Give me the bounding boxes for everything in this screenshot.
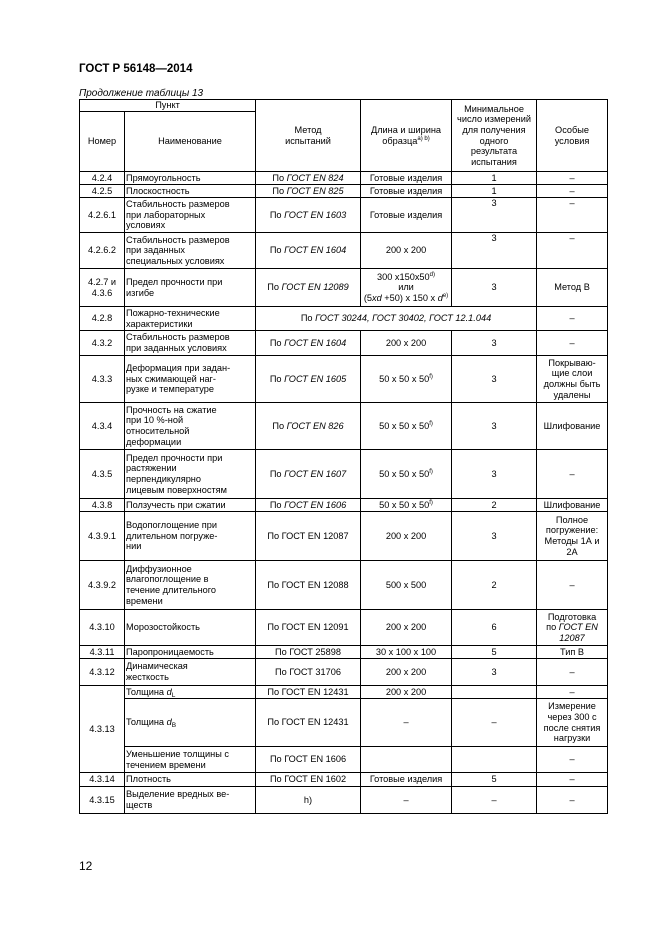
min-measurements: 2 bbox=[452, 561, 537, 610]
page-number: 12 bbox=[79, 859, 93, 873]
table-row bbox=[80, 561, 608, 610]
item-number: 4.3.10 bbox=[80, 610, 125, 646]
item-number: 4.2.6.1 bbox=[80, 198, 125, 233]
table-row bbox=[80, 512, 608, 561]
sample-size: 200 x 200 bbox=[361, 512, 452, 561]
sample-size: Готовые изделия bbox=[361, 172, 452, 185]
min-measurements: 1 bbox=[452, 172, 537, 185]
special-conditions: – bbox=[537, 561, 608, 610]
test-method: По ГОСТ EN 12089 bbox=[256, 269, 361, 307]
sample-size bbox=[361, 747, 452, 773]
item-name: Толщина $d_L$ bbox=[125, 686, 256, 699]
table-row bbox=[80, 356, 608, 403]
special-conditions: – bbox=[537, 773, 608, 787]
special-conditions: – bbox=[537, 185, 608, 198]
test-method: По ГОСТ EN 825 bbox=[256, 185, 361, 198]
min-measurements: 3 bbox=[452, 198, 537, 233]
item-number: 4.3.2 bbox=[80, 331, 125, 356]
table-row bbox=[80, 610, 608, 646]
test-method: По ГОСТ 31706 bbox=[256, 659, 361, 686]
item-name: Прямоугольность bbox=[125, 172, 256, 185]
item-number: 4.3.15 bbox=[80, 787, 125, 814]
test-method: По ГОСТ EN 1606 bbox=[256, 499, 361, 512]
min-measurements: 5 bbox=[452, 773, 537, 787]
item-name: Паропроницаемость bbox=[125, 646, 256, 659]
item-number: 4.2.8 bbox=[80, 307, 125, 331]
special-conditions: – bbox=[537, 198, 608, 233]
sample-size: – bbox=[361, 699, 452, 747]
special-conditions: – bbox=[537, 307, 608, 331]
table-row bbox=[80, 686, 608, 699]
sample-size: 300 x150x50$^{d)}$ или (5xd +50) x 150 x $d^{e)}$ bbox=[361, 269, 452, 307]
table-caption: Продолжение таблицы 13 bbox=[79, 88, 204, 99]
test-method: По ГОСТ EN 12091 bbox=[256, 610, 361, 646]
sample-size: 50 x 50 x 50$^{f)}$ bbox=[361, 450, 452, 499]
table-row bbox=[80, 403, 608, 450]
table-row bbox=[80, 659, 608, 686]
special-conditions: – bbox=[537, 686, 608, 699]
special-conditions: – bbox=[537, 659, 608, 686]
header-size-cell: Длина и ширина образца$^{а) b)}$ bbox=[361, 100, 452, 172]
test-method: По ГОСТ EN 12431 bbox=[256, 699, 361, 747]
item-number: 4.3.8 bbox=[80, 499, 125, 512]
min-measurements: – bbox=[452, 787, 537, 814]
item-name: Деформация при задан- ных сжимающей наг- рузке и температуре bbox=[125, 356, 256, 403]
special-conditions: Тип В bbox=[537, 646, 608, 659]
header-number-cell: Номер bbox=[80, 112, 125, 172]
test-method: По ГОСТ EN 12431 bbox=[256, 686, 361, 699]
table-row bbox=[80, 646, 608, 659]
sample-size: 200 x 200 bbox=[361, 233, 452, 269]
sample-size: 50 x 50 x 50$^{f)}$ bbox=[361, 356, 452, 403]
item-number: 4.3.14 bbox=[80, 773, 125, 787]
sample-size: 200 x 200 bbox=[361, 610, 452, 646]
sample-size: 200 x 200 bbox=[361, 686, 452, 699]
min-measurements: 5 bbox=[452, 646, 537, 659]
item-name: Пожарно-технические характеристики bbox=[125, 307, 256, 331]
item-number: 4.3.13 bbox=[80, 686, 125, 773]
min-measurements bbox=[452, 747, 537, 773]
test-method: По ГОСТ 25898 bbox=[256, 646, 361, 659]
table-row bbox=[80, 233, 608, 269]
item-number: 4.3.11 bbox=[80, 646, 125, 659]
sample-size: – bbox=[361, 787, 452, 814]
special-conditions: Шлифование bbox=[537, 499, 608, 512]
sample-size: Готовые изделия bbox=[361, 198, 452, 233]
special-conditions: Метод В bbox=[537, 269, 608, 307]
sample-size: 50 x 50 x 50$^{f)}$ bbox=[361, 499, 452, 512]
special-conditions: – bbox=[537, 450, 608, 499]
min-measurements: – bbox=[452, 699, 537, 747]
test-method: По ГОСТ EN 1604 bbox=[256, 233, 361, 269]
special-conditions: – bbox=[537, 747, 608, 773]
sample-size: 200 x 200 bbox=[361, 659, 452, 686]
special-conditions: – bbox=[537, 331, 608, 356]
test-method: По ГОСТ EN 826 bbox=[256, 403, 361, 450]
item-number: 4.2.6.2 bbox=[80, 233, 125, 269]
table-row bbox=[80, 172, 608, 185]
test-method: h) bbox=[256, 787, 361, 814]
special-conditions: – bbox=[537, 787, 608, 814]
min-measurements: 3 bbox=[452, 356, 537, 403]
sample-size: Готовые изделия bbox=[361, 185, 452, 198]
header-name-cell: Наименование bbox=[125, 112, 256, 172]
table-row bbox=[80, 773, 608, 787]
min-measurements: 6 bbox=[452, 610, 537, 646]
sample-size: 30 x 100 x 100 bbox=[361, 646, 452, 659]
min-measurements: 3 bbox=[452, 233, 537, 269]
item-name: Диффузионное влагопоглощение в течение длительного времени bbox=[125, 561, 256, 610]
item-name: Стабильность размеров при заданных условиях bbox=[125, 331, 256, 356]
item-number: 4.2.7 и 4.3.6 bbox=[80, 269, 125, 307]
header-row bbox=[80, 100, 608, 112]
item-number: 4.2.5 bbox=[80, 185, 125, 198]
test-method: По ГОСТ EN 1603 bbox=[256, 198, 361, 233]
item-name: Динамическая жесткость bbox=[125, 659, 256, 686]
test-method-span: По ГОСТ 30244, ГОСТ 30402, ГОСТ 12.1.044 bbox=[256, 307, 537, 331]
sample-size: 50 x 50 x 50$^{f)}$ bbox=[361, 403, 452, 450]
table-row bbox=[80, 787, 608, 814]
item-name: Плоскостность bbox=[125, 185, 256, 198]
min-measurements bbox=[452, 686, 537, 699]
item-name: Предел прочности при растяжении перпендикулярно лицевым поверхностям bbox=[125, 450, 256, 499]
min-measurements: 2 bbox=[452, 499, 537, 512]
item-name: Толщина $d_B$ bbox=[125, 699, 256, 747]
item-number: 4.3.4 bbox=[80, 403, 125, 450]
item-number: 4.3.9.2 bbox=[80, 561, 125, 610]
test-method: По ГОСТ EN 12088 bbox=[256, 561, 361, 610]
item-name: Морозостойкость bbox=[125, 610, 256, 646]
item-number: 4.3.12 bbox=[80, 659, 125, 686]
special-conditions: Подготовка по ГОСТ EN 12087 bbox=[537, 610, 608, 646]
table-row bbox=[80, 269, 608, 307]
test-method: По ГОСТ EN 1602 bbox=[256, 773, 361, 787]
item-name: Плотность bbox=[125, 773, 256, 787]
min-measurements: 3 bbox=[452, 659, 537, 686]
document-title: ГОСТ Р 56148—2014 bbox=[79, 63, 193, 75]
test-method: По ГОСТ EN 1605 bbox=[256, 356, 361, 403]
table-row bbox=[80, 307, 608, 331]
min-measurements: 1 bbox=[452, 185, 537, 198]
header-min-measurements-cell: Минимальное число измерений для получения одного результата испытания bbox=[452, 100, 537, 172]
item-name: Предел прочности при изгибе bbox=[125, 269, 256, 307]
table-row bbox=[80, 450, 608, 499]
item-name: Стабильность размеров при лабораторных условиях bbox=[125, 198, 256, 233]
min-measurements: 3 bbox=[452, 450, 537, 499]
header-conditions-cell: Особые условия bbox=[537, 100, 608, 172]
item-name: Прочность на сжатие при 10 %-ной относительной деформации bbox=[125, 403, 256, 450]
table-row bbox=[80, 198, 608, 233]
item-name: Выделение вредных ве- ществ bbox=[125, 787, 256, 814]
table-row bbox=[80, 185, 608, 198]
item-number: 4.3.5 bbox=[80, 450, 125, 499]
spec-table bbox=[79, 99, 608, 814]
table-row bbox=[80, 747, 608, 773]
test-method: По ГОСТ EN 824 bbox=[256, 172, 361, 185]
header-group-cell: Пункт bbox=[80, 100, 256, 112]
table-row bbox=[80, 331, 608, 356]
test-method: По ГОСТ EN 12087 bbox=[256, 512, 361, 561]
test-method: По ГОСТ EN 1607 bbox=[256, 450, 361, 499]
item-name: Водопоглощение при длительном погруже- нии bbox=[125, 512, 256, 561]
item-number: 4.3.3 bbox=[80, 356, 125, 403]
min-measurements: 3 bbox=[452, 269, 537, 307]
min-measurements: 3 bbox=[452, 512, 537, 561]
special-conditions: – bbox=[537, 233, 608, 269]
item-name: Стабильность размеров при заданных специальных условиях bbox=[125, 233, 256, 269]
item-number: 4.2.4 bbox=[80, 172, 125, 185]
table-row bbox=[80, 699, 608, 747]
item-name: Ползучесть при сжатии bbox=[125, 499, 256, 512]
item-name: Уменьшение толщины с течением времени bbox=[125, 747, 256, 773]
item-number: 4.3.9.1 bbox=[80, 512, 125, 561]
table-row bbox=[80, 499, 608, 512]
header-method-cell: Метод испытаний bbox=[256, 100, 361, 172]
min-measurements: 3 bbox=[452, 403, 537, 450]
test-method: По ГОСТ EN 1606 bbox=[256, 747, 361, 773]
test-method: По ГОСТ EN 1604 bbox=[256, 331, 361, 356]
special-conditions: – bbox=[537, 172, 608, 185]
special-conditions: Шлифование bbox=[537, 403, 608, 450]
special-conditions: Полное погружение: Методы 1А и 2А bbox=[537, 512, 608, 561]
special-conditions: Измерение через 300 с после снятия нагрузки bbox=[537, 699, 608, 747]
sample-size: 500 x 500 bbox=[361, 561, 452, 610]
sample-size: Готовые изделия bbox=[361, 773, 452, 787]
sample-size: 200 x 200 bbox=[361, 331, 452, 356]
special-conditions: Покрываю- щие слои должны быть удалены bbox=[537, 356, 608, 403]
min-measurements: 3 bbox=[452, 331, 537, 356]
